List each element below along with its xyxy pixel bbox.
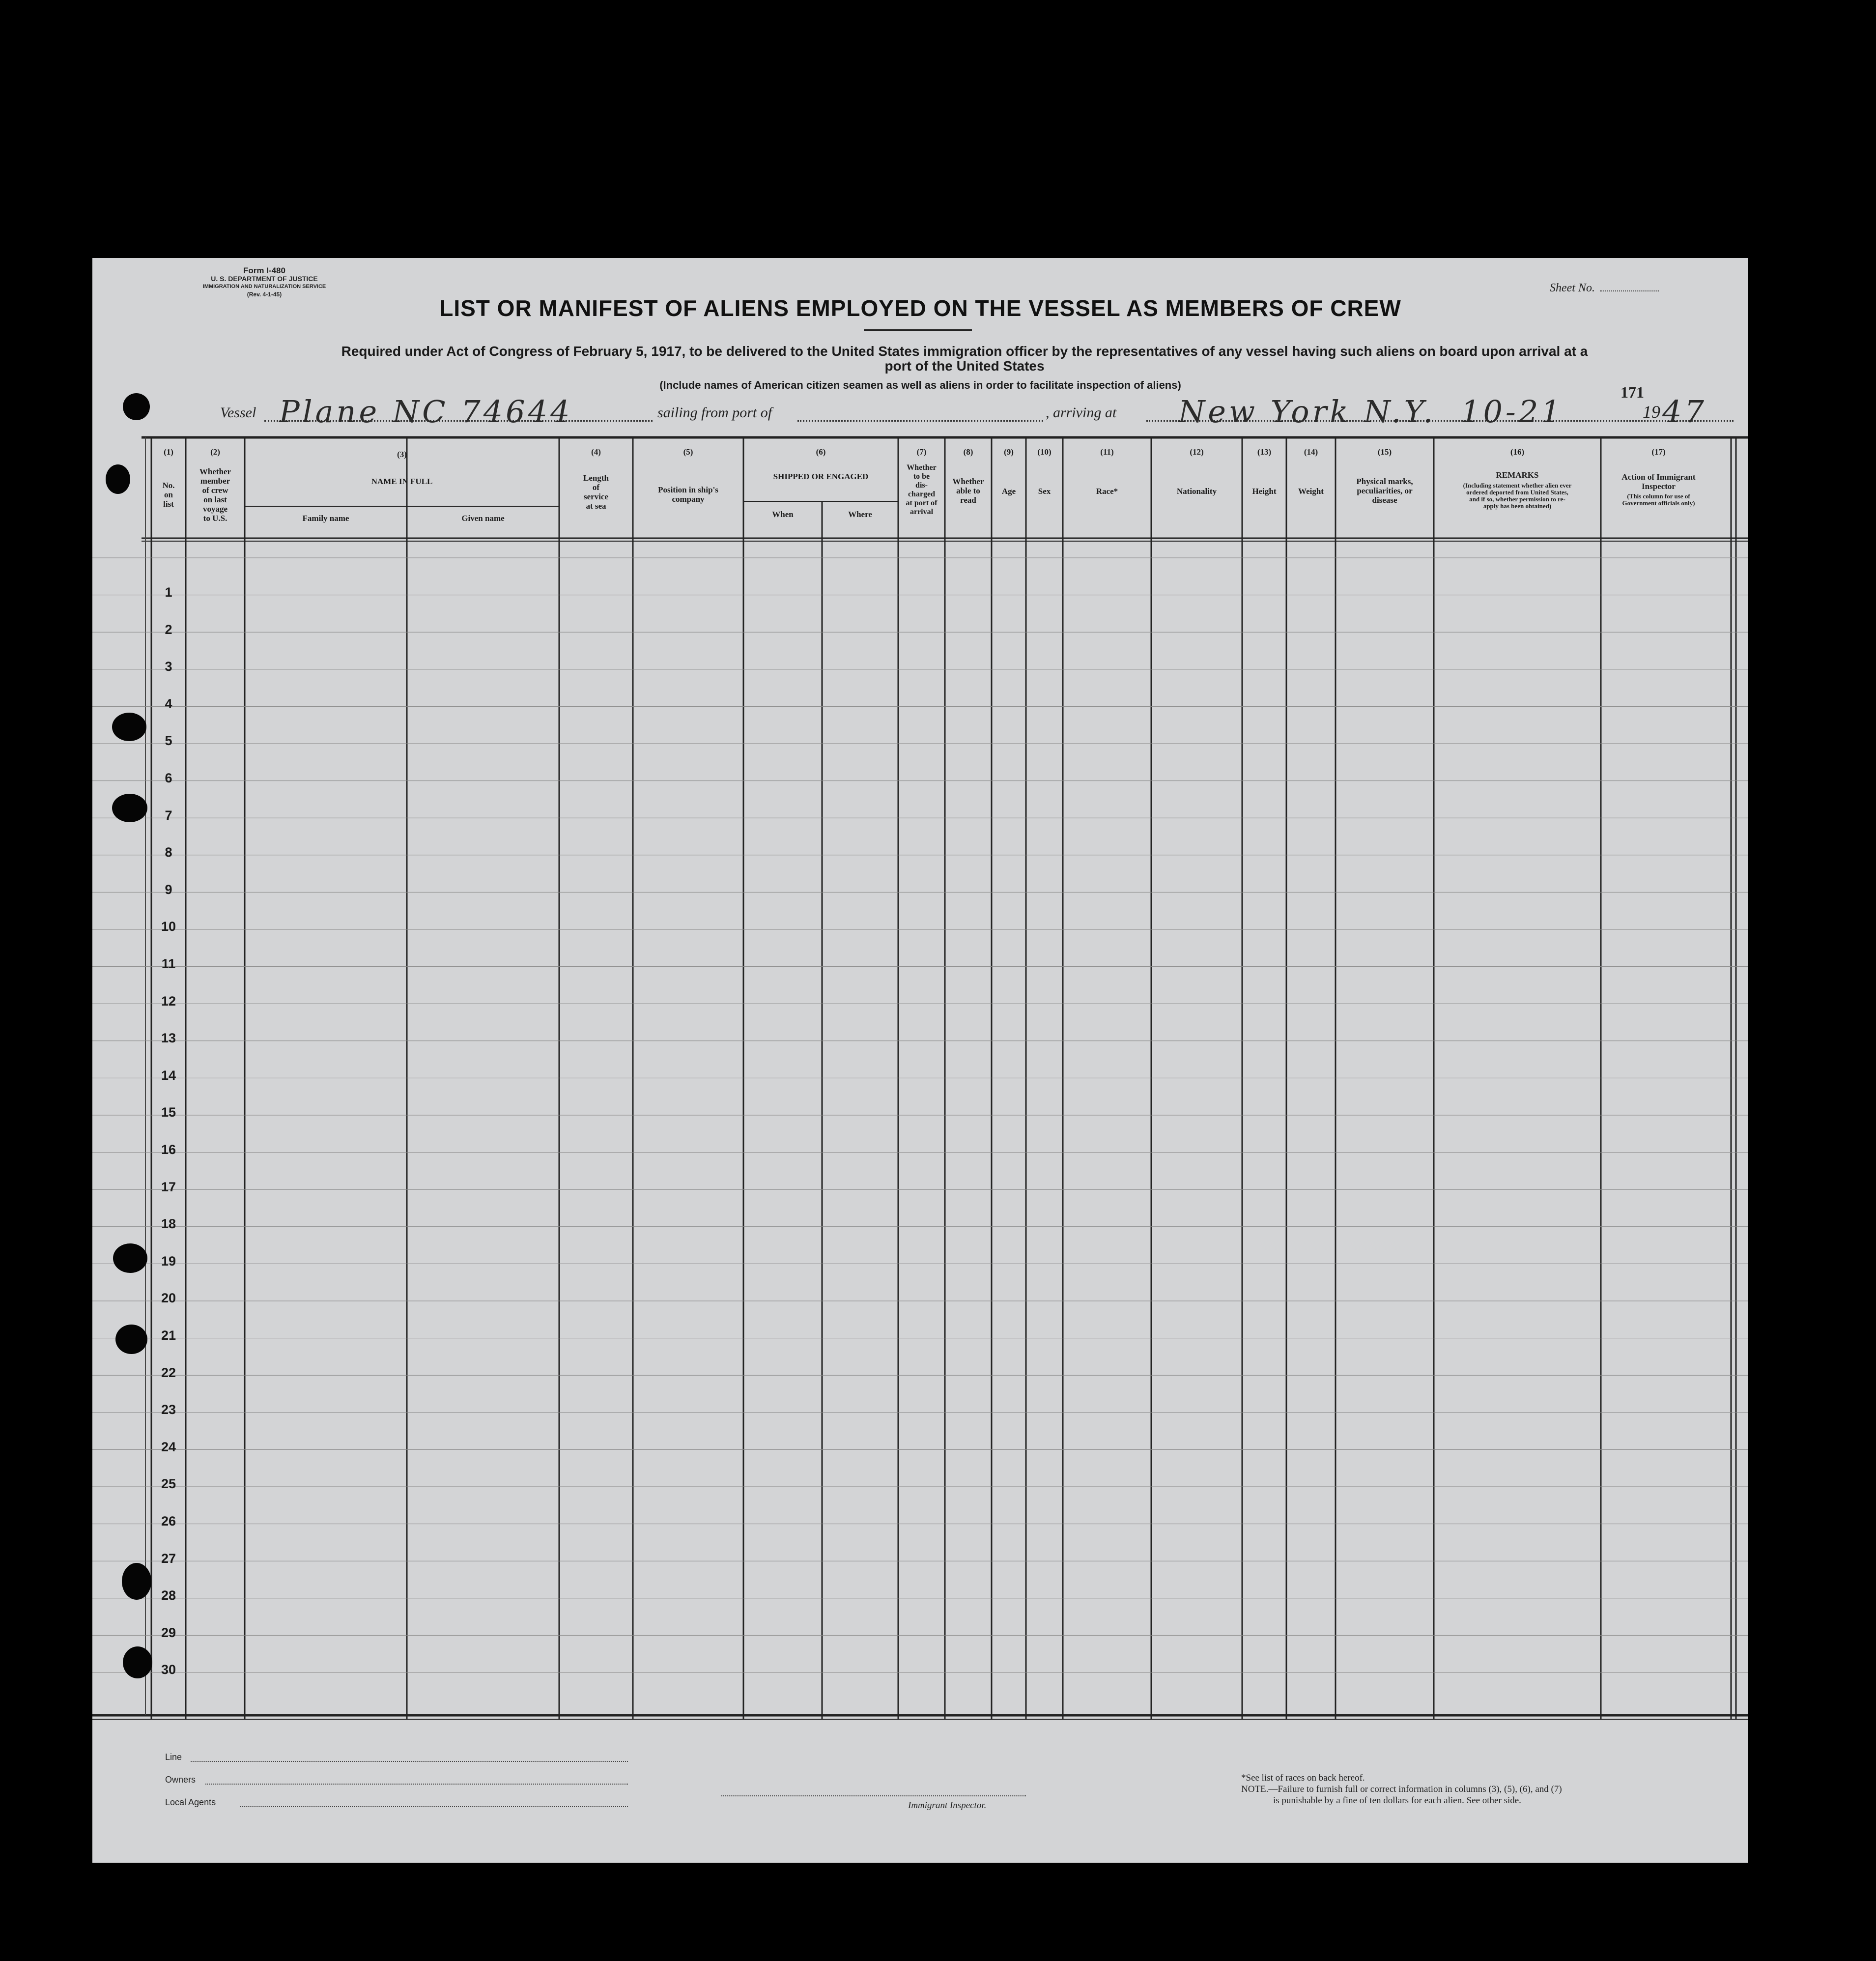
requirement-line-2: port of the United States bbox=[884, 358, 1045, 374]
col8-number: (8) bbox=[963, 447, 973, 457]
row-number: 25 bbox=[161, 1476, 176, 1492]
punch-hole bbox=[115, 1325, 147, 1354]
row-number: 8 bbox=[165, 845, 172, 860]
row-number: 17 bbox=[161, 1179, 176, 1194]
col3-number: (3) bbox=[397, 450, 407, 459]
row-number: 29 bbox=[161, 1625, 176, 1640]
row-number: 28 bbox=[161, 1588, 176, 1603]
row-number: 27 bbox=[161, 1551, 176, 1566]
vessel-value[interactable]: Plane NC 74644 bbox=[279, 394, 573, 430]
punch-hole bbox=[123, 393, 150, 420]
col13-number: (13) bbox=[1257, 447, 1272, 457]
row-number: 2 bbox=[165, 622, 172, 637]
local-agents-field[interactable] bbox=[240, 1806, 628, 1807]
owners-field[interactable] bbox=[205, 1784, 628, 1785]
row-number: 10 bbox=[161, 919, 176, 934]
row-number: 23 bbox=[161, 1402, 176, 1417]
col9-header: Age bbox=[1001, 487, 1016, 496]
col1-number: (1) bbox=[164, 447, 173, 457]
row-number: 30 bbox=[161, 1662, 176, 1677]
department: U. S. DEPARTMENT OF JUSTICE bbox=[211, 275, 318, 283]
col5-number: (5) bbox=[683, 447, 693, 457]
arriving-label: , arriving at bbox=[1046, 404, 1117, 421]
row-number: 5 bbox=[165, 733, 172, 749]
punch-hole bbox=[122, 1563, 151, 1600]
col2-number: (2) bbox=[210, 447, 220, 457]
row-number: 11 bbox=[161, 956, 176, 971]
col12-header: Nationality bbox=[1176, 487, 1217, 496]
row-number: 18 bbox=[161, 1216, 176, 1232]
col6-where: Where bbox=[848, 510, 872, 519]
col14-header: Weight bbox=[1298, 487, 1324, 496]
punch-hole bbox=[113, 1243, 147, 1273]
row-number: 13 bbox=[161, 1031, 176, 1046]
date-value[interactable]: 10-21 bbox=[1461, 394, 1563, 430]
col5-header: Position in ship's company bbox=[658, 485, 718, 504]
inspector-label: Immigrant Inspector. bbox=[908, 1800, 987, 1811]
col9-number: (9) bbox=[1004, 447, 1014, 457]
fine-note: NOTE.—Failure to furnish full or correct information in columns (3), (5), (6), and (7) bbox=[1241, 1784, 1562, 1794]
arriving-value[interactable]: New York N.Y. bbox=[1178, 394, 1436, 430]
col7-header: Whether to be dis- charged at port of arrival bbox=[906, 463, 938, 516]
col11-header: Race* bbox=[1096, 487, 1118, 496]
col17-subheader: (This column for use of Government officials only) bbox=[1622, 492, 1695, 507]
page-title: LIST OR MANIFEST OF ALIENS EMPLOYED ON THE VESSEL AS MEMBERS OF CREW bbox=[439, 295, 1401, 321]
race-note: *See list of races on back hereof. bbox=[1241, 1773, 1365, 1783]
owners-label: Owners bbox=[165, 1775, 196, 1785]
col8-header: Whether able to read bbox=[952, 477, 984, 505]
local-agents-label: Local Agents bbox=[165, 1797, 216, 1807]
col15-header: Physical marks, peculiarities, or disease bbox=[1356, 477, 1413, 505]
col16-number: (16) bbox=[1510, 447, 1525, 457]
sailing-label: sailing from port of bbox=[657, 404, 772, 421]
col4-number: (4) bbox=[591, 447, 601, 457]
col6-number: (6) bbox=[816, 447, 826, 457]
row-number: 4 bbox=[165, 696, 172, 711]
row-number: 6 bbox=[165, 771, 172, 785]
line-field[interactable] bbox=[191, 1761, 628, 1762]
page-stamp: 171 bbox=[1620, 383, 1644, 401]
revision: (Rev. 4-1-45) bbox=[247, 291, 282, 298]
punch-hole bbox=[112, 794, 147, 822]
col1-header: No. on list bbox=[162, 481, 175, 509]
include-note: (Include names of American citizen seamen as well as aliens in order to facilitate inspection of aliens) bbox=[659, 379, 1181, 391]
col2-header: Whether member of crew on last voyage to U.S. bbox=[199, 467, 231, 523]
row-number: 9 bbox=[165, 882, 172, 897]
row-number: 14 bbox=[161, 1067, 176, 1083]
service: IMMIGRATION AND NATURALIZATION SERVICE bbox=[202, 284, 326, 289]
col6-when: When bbox=[772, 510, 794, 519]
col3-header: NAME IN FULL bbox=[371, 477, 433, 486]
col3-given-name: Given name bbox=[461, 514, 505, 523]
col16-header: REMARKS bbox=[1496, 470, 1539, 480]
form-number: Form I-480 bbox=[243, 266, 285, 275]
year-prefix: 19 bbox=[1643, 402, 1660, 422]
col6-header: SHIPPED OR ENGAGED bbox=[773, 472, 869, 481]
punch-hole bbox=[112, 713, 146, 741]
sheet-label: Sheet No. bbox=[1550, 282, 1595, 294]
col10-number: (10) bbox=[1037, 447, 1052, 457]
col11-number: (11) bbox=[1100, 447, 1114, 457]
vessel-label: Vessel bbox=[220, 404, 256, 421]
manifest-page bbox=[92, 258, 1748, 1863]
col16-subheader: (Including statement whether alien ever ordered deported from United States, and if so, whether permission to re- apply has been obtained) bbox=[1463, 482, 1572, 510]
col13-header: Height bbox=[1252, 487, 1277, 496]
inspector-signature-field[interactable] bbox=[721, 1795, 1026, 1796]
row-number: 26 bbox=[161, 1514, 176, 1528]
row-number: 3 bbox=[165, 659, 172, 674]
row-number: 22 bbox=[161, 1365, 176, 1380]
row-number: 19 bbox=[161, 1253, 176, 1269]
col10-header: Sex bbox=[1038, 487, 1051, 496]
row-number: 21 bbox=[161, 1328, 176, 1343]
row-number: 1 bbox=[165, 585, 172, 600]
fine-note-line2: is punishable by a fine of ten dollars for each alien. See other side. bbox=[1273, 1795, 1521, 1806]
col12-number: (12) bbox=[1190, 447, 1204, 457]
punch-hole bbox=[123, 1646, 152, 1678]
requirement-line-1: Required under Act of Congress of February 5, 1917, to be delivered to the United States immigration officer by the representatives of any vessel having such aliens on board upon arrival at a bbox=[341, 344, 1588, 359]
year-value[interactable]: 47 bbox=[1662, 394, 1707, 430]
col7-number: (7) bbox=[916, 447, 927, 457]
row-number: 15 bbox=[161, 1105, 176, 1120]
col14-number: (14) bbox=[1304, 447, 1318, 457]
col15-number: (15) bbox=[1377, 447, 1392, 457]
col4-header: Length of service at sea bbox=[583, 473, 609, 511]
row-number: 16 bbox=[161, 1142, 176, 1157]
col17-number: (17) bbox=[1651, 447, 1666, 457]
row-number: 24 bbox=[161, 1439, 176, 1454]
row-number: 12 bbox=[161, 993, 176, 1009]
line-label: Line bbox=[165, 1752, 182, 1762]
row-number: 20 bbox=[161, 1291, 176, 1306]
punch-hole bbox=[106, 464, 130, 494]
row-number: 7 bbox=[165, 807, 172, 823]
col17-header: Action of Immigrant Inspector bbox=[1621, 472, 1696, 491]
col3-family-name: Family name bbox=[302, 514, 349, 523]
